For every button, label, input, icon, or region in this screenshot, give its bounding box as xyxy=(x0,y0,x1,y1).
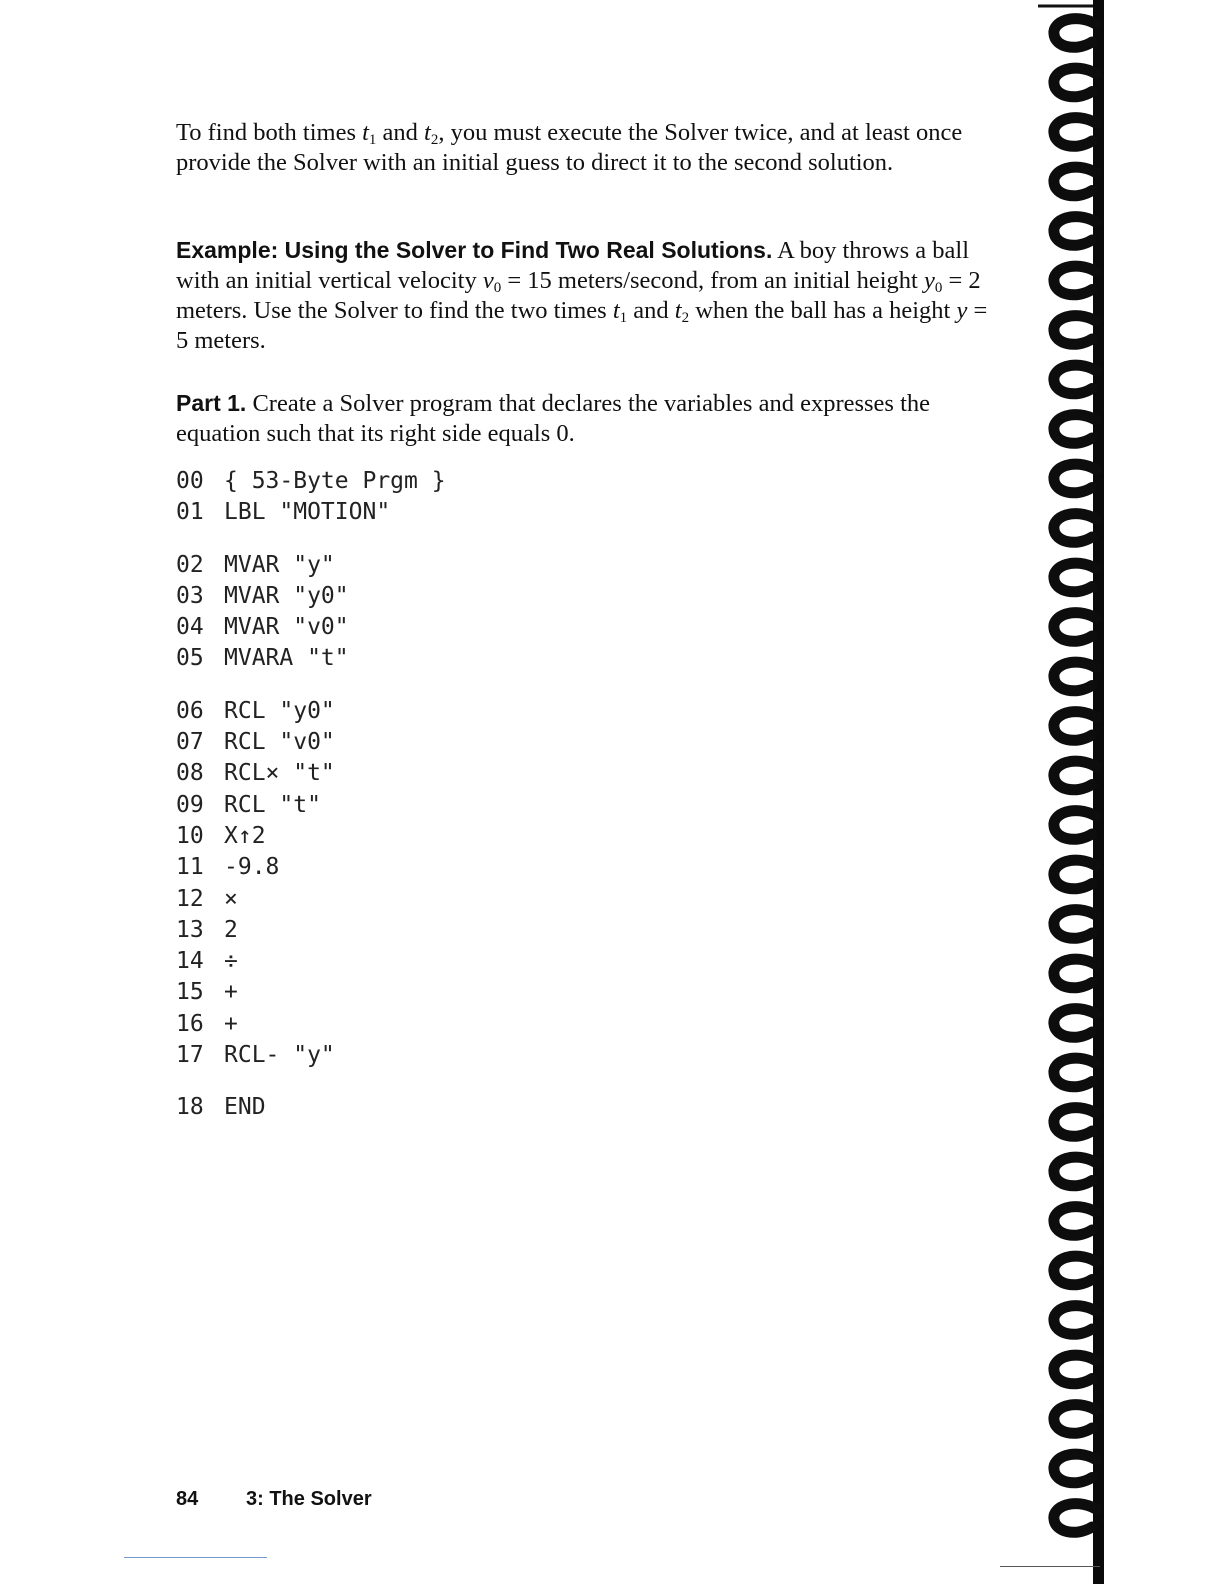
binding-ring xyxy=(1054,1207,1096,1236)
scan-edge-line xyxy=(1000,1566,1100,1567)
var-t: t xyxy=(674,297,682,324)
binding-ring xyxy=(1054,860,1096,889)
program-line xyxy=(176,946,446,977)
program-line xyxy=(176,643,446,674)
instruction: + xyxy=(224,1010,238,1037)
text-run: = 15 meters/second, from an initial height xyxy=(501,267,924,294)
subscript: 2 xyxy=(430,132,439,148)
binding-ring xyxy=(1054,811,1096,840)
program-line xyxy=(176,884,446,915)
line-number: 10 xyxy=(176,822,204,849)
binding-ring xyxy=(1054,68,1096,97)
line-number: 12 xyxy=(176,885,204,912)
subscript: 1 xyxy=(619,310,628,326)
instruction: × xyxy=(224,885,238,912)
binding-ring xyxy=(1054,266,1096,295)
page-footer xyxy=(176,1488,372,1511)
line-number: 06 xyxy=(176,697,204,724)
var-t: t xyxy=(612,297,620,324)
text-run: and xyxy=(627,297,675,324)
instruction: RCL "v0" xyxy=(224,729,335,756)
binding-ring xyxy=(1054,662,1096,691)
binding-ring xyxy=(1054,910,1096,939)
text-run: , you must execute the Solver twice, and at least once provide the Solver with an initial guess to direct it to the second solution. xyxy=(176,119,963,176)
chapter-title: 3: The Solver xyxy=(246,1488,372,1510)
instruction: MVAR "v0" xyxy=(224,614,349,641)
program-line xyxy=(176,1092,446,1123)
instruction: + xyxy=(224,979,238,1006)
program-line xyxy=(176,1009,446,1040)
line-number: 00 xyxy=(176,468,204,494)
instruction: RCL- "y" xyxy=(224,1042,335,1069)
program-line xyxy=(176,977,446,1008)
binding-ring xyxy=(1054,761,1096,790)
program-line xyxy=(176,581,446,612)
instruction: X↑2 xyxy=(224,822,266,849)
binding-ring xyxy=(1054,1058,1096,1087)
binding-ring xyxy=(1054,514,1096,543)
line-number: 07 xyxy=(176,729,204,756)
instruction: END xyxy=(224,1094,266,1121)
line-number: 14 xyxy=(176,948,204,975)
var-t: t xyxy=(424,119,431,146)
subscript: 0 xyxy=(493,280,502,296)
line-number: 18 xyxy=(176,1094,204,1121)
spiral-binding xyxy=(1038,0,1224,1584)
program-line xyxy=(176,497,446,528)
binding-ring xyxy=(1054,19,1096,48)
program-line xyxy=(176,915,446,946)
program-line xyxy=(176,821,446,852)
binding-ring xyxy=(1054,1405,1096,1434)
program-line xyxy=(176,852,446,883)
listing-group xyxy=(176,466,446,529)
instruction: MVAR "y" xyxy=(224,551,335,578)
program-line xyxy=(176,790,446,821)
binding-ring xyxy=(1054,613,1096,642)
instruction: 2 xyxy=(224,916,238,943)
program-line xyxy=(176,758,446,789)
line-number: 01 xyxy=(176,499,204,526)
binding-ring xyxy=(1054,316,1096,345)
binding-ring xyxy=(1054,1009,1096,1038)
binding-ring xyxy=(1054,1157,1096,1186)
binding-ring xyxy=(1054,1504,1096,1533)
example-heading: Example: Using the Solver to Find Two Real Solutions. xyxy=(176,237,773,263)
line-number: 02 xyxy=(176,551,204,578)
subscript: 2 xyxy=(681,310,690,326)
program-line xyxy=(176,612,446,643)
program-line xyxy=(176,550,446,581)
text-run: = 2 meters. Use the Solver to find the two times xyxy=(176,267,981,324)
text-run: Create a Solver program that declares the variables and expresses the equation such that its right side equals 0. xyxy=(176,390,931,447)
line-number: 13 xyxy=(176,916,204,943)
program-listing xyxy=(176,466,446,1124)
instruction: RCL× "t" xyxy=(224,760,335,787)
program-line xyxy=(176,696,446,727)
binding-ring xyxy=(1054,563,1096,592)
binding-ring xyxy=(1054,1454,1096,1483)
var-t: t xyxy=(362,119,369,146)
binding-ring xyxy=(1054,712,1096,741)
binding-ring xyxy=(1054,1355,1096,1384)
scan-edge-line xyxy=(124,1557,267,1558)
binding-ring xyxy=(1054,167,1096,196)
instruction: ÷ xyxy=(224,948,238,975)
line-number: 04 xyxy=(176,614,204,641)
intro-paragraph xyxy=(176,118,1002,178)
binding-ring xyxy=(1054,1108,1096,1137)
instruction: MVAR "y0" xyxy=(224,582,349,609)
text-run: A boy throws a ball with an initial vertical velocity xyxy=(176,237,970,294)
text-run: = 5 meters. xyxy=(176,297,988,354)
binding-ring xyxy=(1054,464,1096,493)
instruction: LBL "MOTION" xyxy=(224,499,391,526)
text-run: and xyxy=(376,119,425,146)
binding-ring xyxy=(1054,1306,1096,1335)
instruction: RCL "y0" xyxy=(224,697,335,724)
instruction: -9.8 xyxy=(224,854,280,881)
listing-group xyxy=(176,550,446,675)
instruction: { 53-Byte Prgm } xyxy=(224,468,446,494)
part1-heading: Part 1. xyxy=(176,390,247,416)
binding-ring xyxy=(1054,365,1096,394)
var-y: y xyxy=(956,297,968,324)
instruction: RCL "t" xyxy=(224,791,321,818)
subscript: 0 xyxy=(934,280,943,296)
part1-paragraph xyxy=(176,388,1002,449)
listing-group xyxy=(176,696,446,1072)
program-line xyxy=(176,466,446,497)
text-run: To find both times xyxy=(176,119,363,146)
line-number: 09 xyxy=(176,791,204,818)
program-line xyxy=(176,727,446,758)
line-number: 08 xyxy=(176,760,204,787)
binding-ring xyxy=(1054,217,1096,246)
page-number: 84 xyxy=(176,1488,199,1510)
subscript: 1 xyxy=(368,132,377,148)
example-paragraph xyxy=(176,235,1002,356)
text-run: when the ball has a height xyxy=(689,297,957,324)
program-line xyxy=(176,1040,446,1071)
binding-ring xyxy=(1054,959,1096,988)
line-number: 03 xyxy=(176,582,204,609)
line-number: 15 xyxy=(176,979,204,1006)
var-v: v xyxy=(482,267,494,294)
binding-ring xyxy=(1054,415,1096,444)
instruction: MVARA "t" xyxy=(224,645,349,672)
var-y: y xyxy=(923,267,935,294)
line-number: 05 xyxy=(176,645,204,672)
binding-ring xyxy=(1054,118,1096,147)
line-number: 11 xyxy=(176,854,204,881)
line-number: 16 xyxy=(176,1010,204,1037)
listing-group xyxy=(176,1092,446,1123)
binding-ring xyxy=(1054,1256,1096,1285)
line-number: 17 xyxy=(176,1042,204,1069)
